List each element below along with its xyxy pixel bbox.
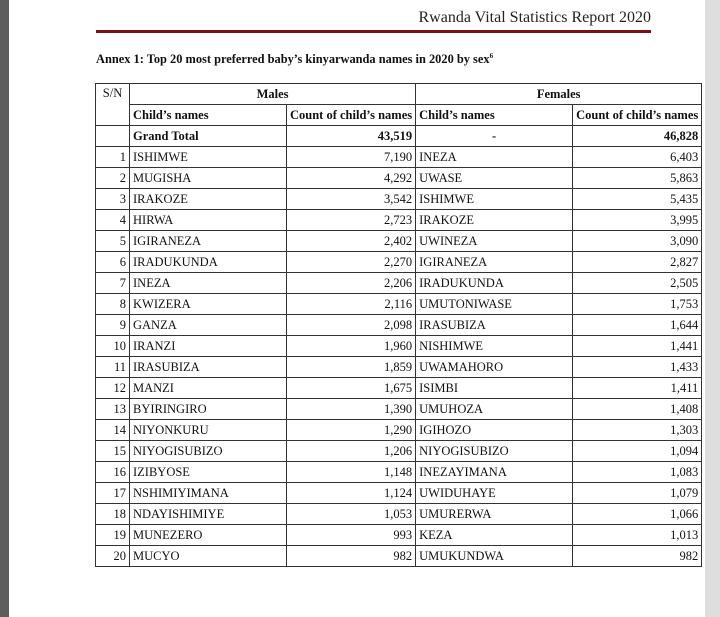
table-row	[96, 441, 702, 462]
row-female-name: IGIHOZO	[416, 420, 573, 441]
row-sn: 1	[96, 147, 130, 168]
table-row	[96, 504, 702, 525]
row-male-count: 1,148	[287, 462, 416, 483]
row-male-name: MANZI	[130, 378, 287, 399]
female-count-header: Count of child’s names	[573, 105, 702, 126]
row-female-name: KEZA	[416, 525, 573, 546]
row-female-count: 3,995	[573, 210, 702, 231]
row-male-count: 4,292	[287, 168, 416, 189]
names-table	[95, 83, 702, 567]
row-sn: 2	[96, 168, 130, 189]
row-male-name: KWIZERA	[130, 294, 287, 315]
row-sn: 19	[96, 525, 130, 546]
row-male-name: IGIRANEZA	[130, 231, 287, 252]
row-female-count: 1,303	[573, 420, 702, 441]
row-sn: 14	[96, 420, 130, 441]
row-male-count: 1,206	[287, 441, 416, 462]
table-row	[96, 546, 702, 567]
row-female-name: IRADUKUNDA	[416, 273, 573, 294]
row-sn: 13	[96, 399, 130, 420]
row-sn: 3	[96, 189, 130, 210]
row-female-count: 5,435	[573, 189, 702, 210]
row-male-count: 982	[287, 546, 416, 567]
grand-total-sn	[96, 126, 130, 147]
row-male-name: NIYOGISUBIZO	[130, 441, 287, 462]
row-female-count: 1,411	[573, 378, 702, 399]
row-female-count: 1,441	[573, 336, 702, 357]
row-male-count: 2,402	[287, 231, 416, 252]
table-row	[96, 168, 702, 189]
header-rule	[96, 30, 651, 33]
row-male-name: MUGISHA	[130, 168, 287, 189]
row-male-count: 1,675	[287, 378, 416, 399]
row-sn: 10	[96, 336, 130, 357]
row-female-count: 1,094	[573, 441, 702, 462]
row-female-count: 2,827	[573, 252, 702, 273]
row-female-name: UMUHOZA	[416, 399, 573, 420]
table-row	[96, 336, 702, 357]
document-page	[9, 0, 705, 617]
row-sn: 8	[96, 294, 130, 315]
row-female-name: UWAMAHORO	[416, 357, 573, 378]
table-row	[96, 483, 702, 504]
table-row	[96, 357, 702, 378]
grand-total-female-label: -	[416, 126, 573, 147]
row-male-name: ISHIMWE	[130, 147, 287, 168]
row-male-name: IZIBYOSE	[130, 462, 287, 483]
row-male-name: GANZA	[130, 315, 287, 336]
row-sn: 11	[96, 357, 130, 378]
row-male-name: INEZA	[130, 273, 287, 294]
row-female-count: 5,863	[573, 168, 702, 189]
row-female-name: ISHIMWE	[416, 189, 573, 210]
row-male-count: 1,124	[287, 483, 416, 504]
annex-caption-text: Annex 1: Top 20 most preferred baby’s kinyarwanda names in 2020 by sex	[96, 52, 490, 67]
row-female-name: IRAKOZE	[416, 210, 573, 231]
row-female-name: UWINEZA	[416, 231, 573, 252]
row-male-name: HIRWA	[130, 210, 287, 231]
footnote-marker: 6	[489, 52, 494, 60]
row-male-name: MUCYO	[130, 546, 287, 567]
row-female-count: 1,013	[573, 525, 702, 546]
row-male-name: NIYONKURU	[130, 420, 287, 441]
row-sn: 12	[96, 378, 130, 399]
row-sn: 5	[96, 231, 130, 252]
table-row	[96, 231, 702, 252]
male-count-header: Count of child’s names	[287, 105, 416, 126]
row-male-name: IRANZI	[130, 336, 287, 357]
sn-header: S/N	[96, 84, 130, 126]
row-male-count: 3,542	[287, 189, 416, 210]
row-female-name: ISIMBI	[416, 378, 573, 399]
females-header: Females	[416, 84, 702, 105]
row-male-count: 2,723	[287, 210, 416, 231]
grand-total-male-count: 43,519	[287, 126, 416, 147]
row-female-count: 1,433	[573, 357, 702, 378]
row-male-count: 1,053	[287, 504, 416, 525]
table-row	[96, 315, 702, 336]
row-male-name: NDAYISHIMIYE	[130, 504, 287, 525]
row-female-count: 982	[573, 546, 702, 567]
annex-caption	[96, 52, 656, 67]
row-male-name: MUNEZERO	[130, 525, 287, 546]
row-male-count: 7,190	[287, 147, 416, 168]
row-sn: 18	[96, 504, 130, 525]
report-header-title: Rwanda Vital Statistics Report 2020	[418, 9, 651, 26]
row-male-count: 993	[287, 525, 416, 546]
grand-total-female-count: 46,828	[573, 126, 702, 147]
row-female-name: NISHIMWE	[416, 336, 573, 357]
row-sn: 17	[96, 483, 130, 504]
row-sn: 4	[96, 210, 130, 231]
row-sn: 9	[96, 315, 130, 336]
row-female-count: 6,403	[573, 147, 702, 168]
row-female-name: UWASE	[416, 168, 573, 189]
grand-total-label: Grand Total	[130, 126, 287, 147]
row-male-name: NSHIMIYIMANA	[130, 483, 287, 504]
row-sn: 20	[96, 546, 130, 567]
row-female-name: NIYOGISUBIZO	[416, 441, 573, 462]
row-male-count: 1,390	[287, 399, 416, 420]
row-female-name: IRASUBIZA	[416, 315, 573, 336]
row-female-name: UMUKUNDWA	[416, 546, 573, 567]
row-male-count: 1,960	[287, 336, 416, 357]
row-female-count: 1,753	[573, 294, 702, 315]
row-female-count: 3,090	[573, 231, 702, 252]
row-sn: 6	[96, 252, 130, 273]
row-male-name: IRASUBIZA	[130, 357, 287, 378]
female-name-header: Child’s names	[416, 105, 573, 126]
male-name-header: Child’s names	[130, 105, 287, 126]
row-female-count: 1,066	[573, 504, 702, 525]
table-row	[96, 252, 702, 273]
row-female-name: UMUTONIWASE	[416, 294, 573, 315]
row-male-name: BYIRINGIRO	[130, 399, 287, 420]
table-row	[96, 210, 702, 231]
row-male-count: 1,859	[287, 357, 416, 378]
table-row	[96, 273, 702, 294]
row-male-count: 2,098	[287, 315, 416, 336]
row-female-count: 1,644	[573, 315, 702, 336]
viewer-left-margin	[0, 0, 9, 617]
table-row	[96, 525, 702, 546]
row-male-count: 1,290	[287, 420, 416, 441]
table-row	[96, 399, 702, 420]
table-row	[96, 147, 702, 168]
row-female-name: UMURERWA	[416, 504, 573, 525]
row-female-count: 1,408	[573, 399, 702, 420]
row-female-name: UWIDUHAYE	[416, 483, 573, 504]
row-male-count: 2,270	[287, 252, 416, 273]
table-row	[96, 462, 702, 483]
table-row	[96, 189, 702, 210]
males-header: Males	[130, 84, 416, 105]
row-sn: 15	[96, 441, 130, 462]
row-male-count: 2,116	[287, 294, 416, 315]
row-male-name: IRADUKUNDA	[130, 252, 287, 273]
row-female-count: 1,083	[573, 462, 702, 483]
row-female-name: INEZA	[416, 147, 573, 168]
row-male-count: 2,206	[287, 273, 416, 294]
row-sn: 16	[96, 462, 130, 483]
row-female-count: 2,505	[573, 273, 702, 294]
row-sn: 7	[96, 273, 130, 294]
grand-total-row	[96, 126, 702, 147]
table-row	[96, 420, 702, 441]
table-row	[96, 378, 702, 399]
row-male-name: IRAKOZE	[130, 189, 287, 210]
row-female-name: IGIRANEZA	[416, 252, 573, 273]
row-female-count: 1,079	[573, 483, 702, 504]
table-row	[96, 294, 702, 315]
viewer-scrollbar[interactable]	[705, 0, 720, 617]
row-female-name: INEZAYIMANA	[416, 462, 573, 483]
